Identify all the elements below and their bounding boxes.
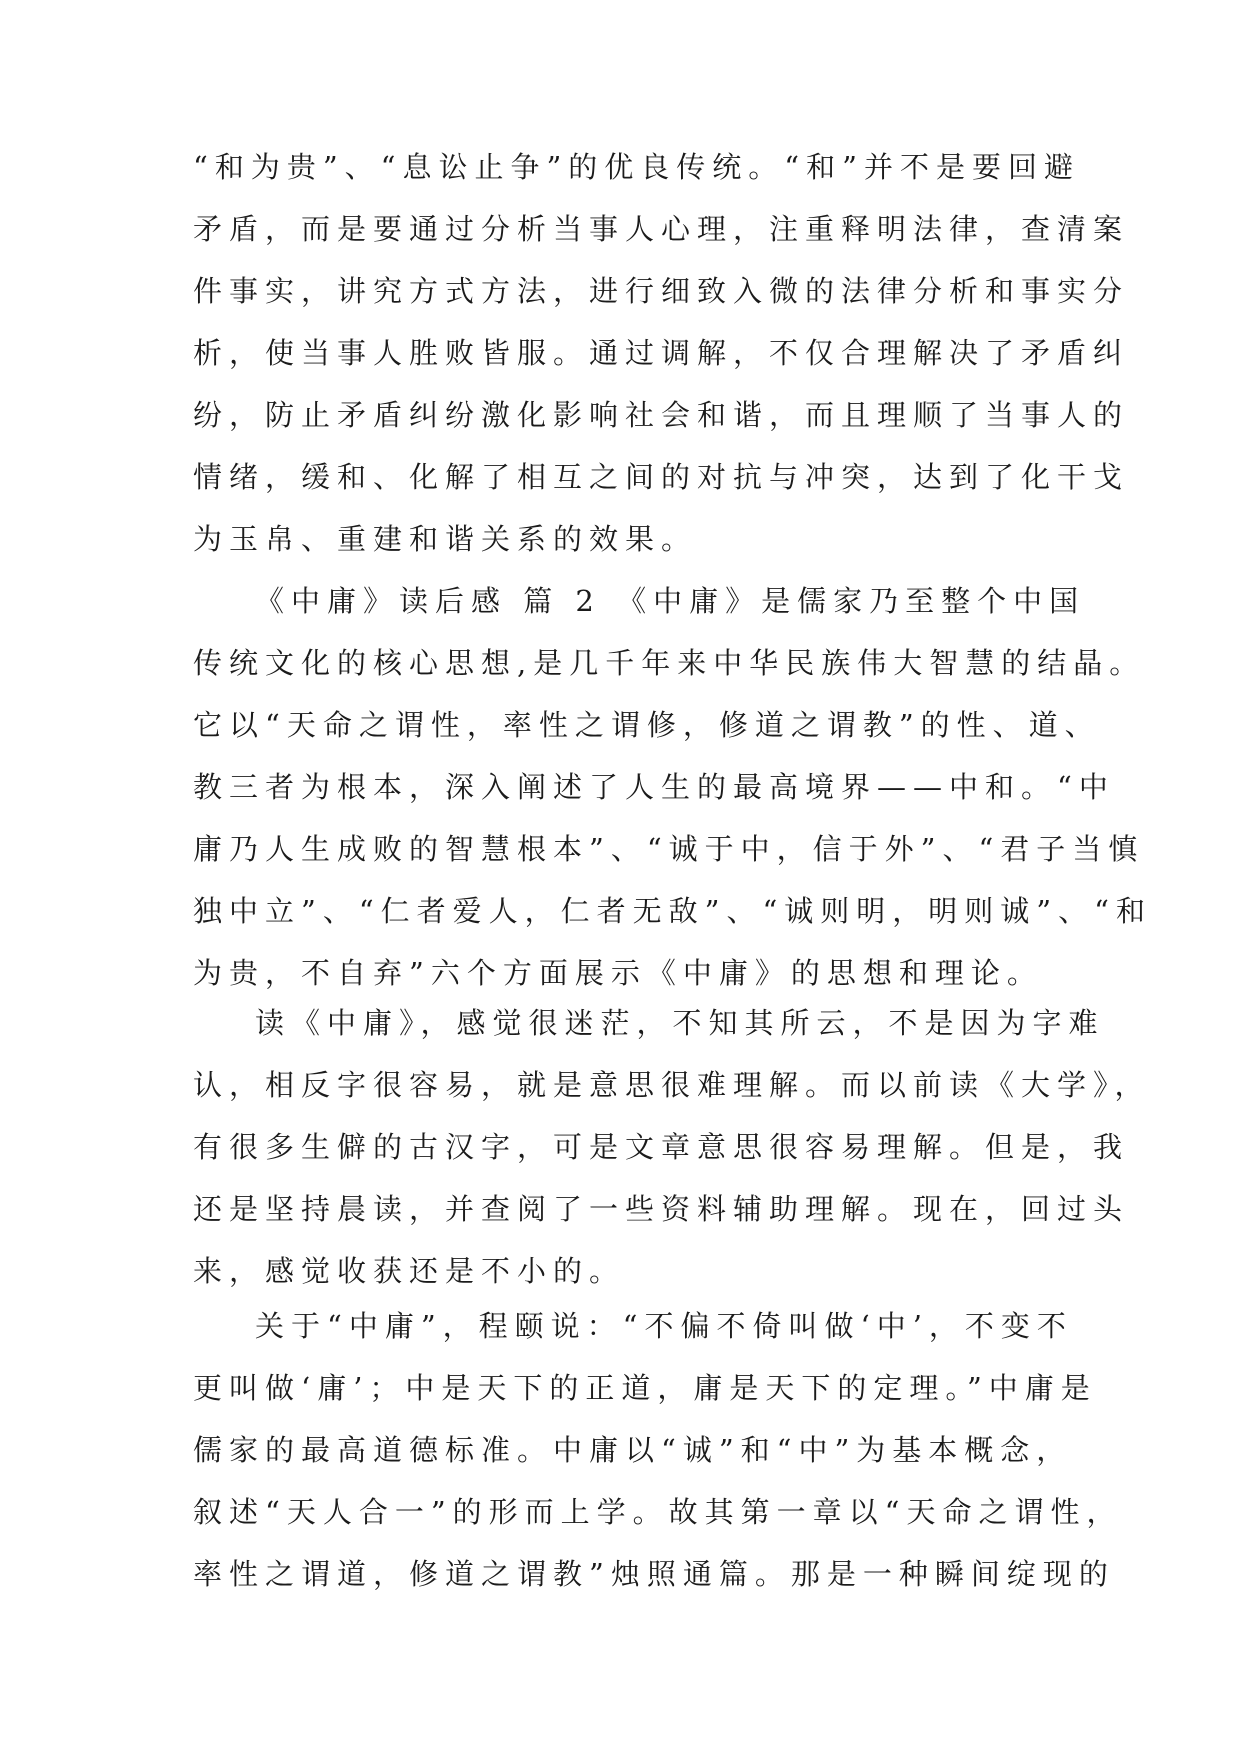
- text-line: 教三者为根本，深入阐述了人生的最高境界——中和。“中: [193, 770, 1115, 804]
- text-line: 为贵，不自弃”六个方面展示《中庸》的思想和理论。: [193, 956, 1043, 990]
- text-line: 件事实，讲究方式方法，进行细致入微的法律分析和事实分: [193, 274, 1130, 308]
- text-line: 率性之谓道，修道之谓教”烛照通篇。那是一种瞬间绽现的: [193, 1557, 1115, 1591]
- text-line: 它以“天命之谓性，率性之谓修，修道之谓教”的性、道、: [193, 708, 1101, 742]
- text-line: 矛盾，而是要通过分析当事人心理，注重释明法律，查清案: [193, 212, 1130, 246]
- paragraph-1: [193, 136, 1130, 570]
- text-line: 析，使当事人胜败皆服。通过调解，不仅合理解决了矛盾纠: [193, 336, 1130, 370]
- text-line: 纷，防止矛盾纠纷激化影响社会和谐，而且理顺了当事人的: [193, 398, 1130, 432]
- text-line: 为玉帛、重建和谐关系的效果。: [193, 522, 698, 556]
- section-heading-line: 《中庸》读后感 篇 2 《中庸》是儒家乃至整个中国: [255, 584, 1086, 618]
- paragraph-4: [193, 1295, 1123, 1605]
- text-line: 传统文化的核心思想,是几千年来中华民族伟大智慧的结晶。: [193, 646, 1146, 680]
- text-line: 叙述“天人合一”的形而上学。故其第一章以“天命之谓性，: [193, 1495, 1123, 1529]
- text-line: 情绪，缓和、化解了相互之间的对抗与冲突，达到了化干戈: [193, 460, 1130, 494]
- text-line: 还是坚持晨读，并查阅了一些资料辅助理解。现在，回过头: [193, 1192, 1130, 1226]
- text-line: 认，相反字很容易，就是意思很难理解。而以前读《大学》，: [193, 1068, 1151, 1102]
- text-line: 儒家的最高道德标准。中庸以“诚”和“中”为基本概念，: [193, 1433, 1073, 1467]
- text-line: 庸乃人生成败的智慧根本”、“诚于中，信于外”、“君子当慎: [193, 832, 1145, 866]
- text-line: 关于“中庸”，程颐说：“不偏不倚叫做‘中’，不变不: [255, 1309, 1073, 1343]
- text-line: “和为贵”、“息讼止争”的优良传统。“和”并不是要回避: [193, 150, 1080, 184]
- text-line: 读《中庸》，感觉很迷茫，不知其所云，不是因为字难: [255, 1006, 1105, 1040]
- text-line: 来，感觉收获还是不小的。: [193, 1254, 626, 1288]
- text-line: 更叫做‘庸’；中是天下的正道，庸是天下的定理。”中庸是: [193, 1371, 1097, 1405]
- paragraph-3: [193, 992, 1151, 1302]
- paragraph-2: [193, 570, 1152, 1004]
- text-line: 独中立”、“仁者爱人，仁者无敌”、“诚则明，明则诚”、“和: [193, 894, 1152, 928]
- text-line: 有很多生僻的古汉字，可是文章意思很容易理解。但是，我: [193, 1130, 1130, 1164]
